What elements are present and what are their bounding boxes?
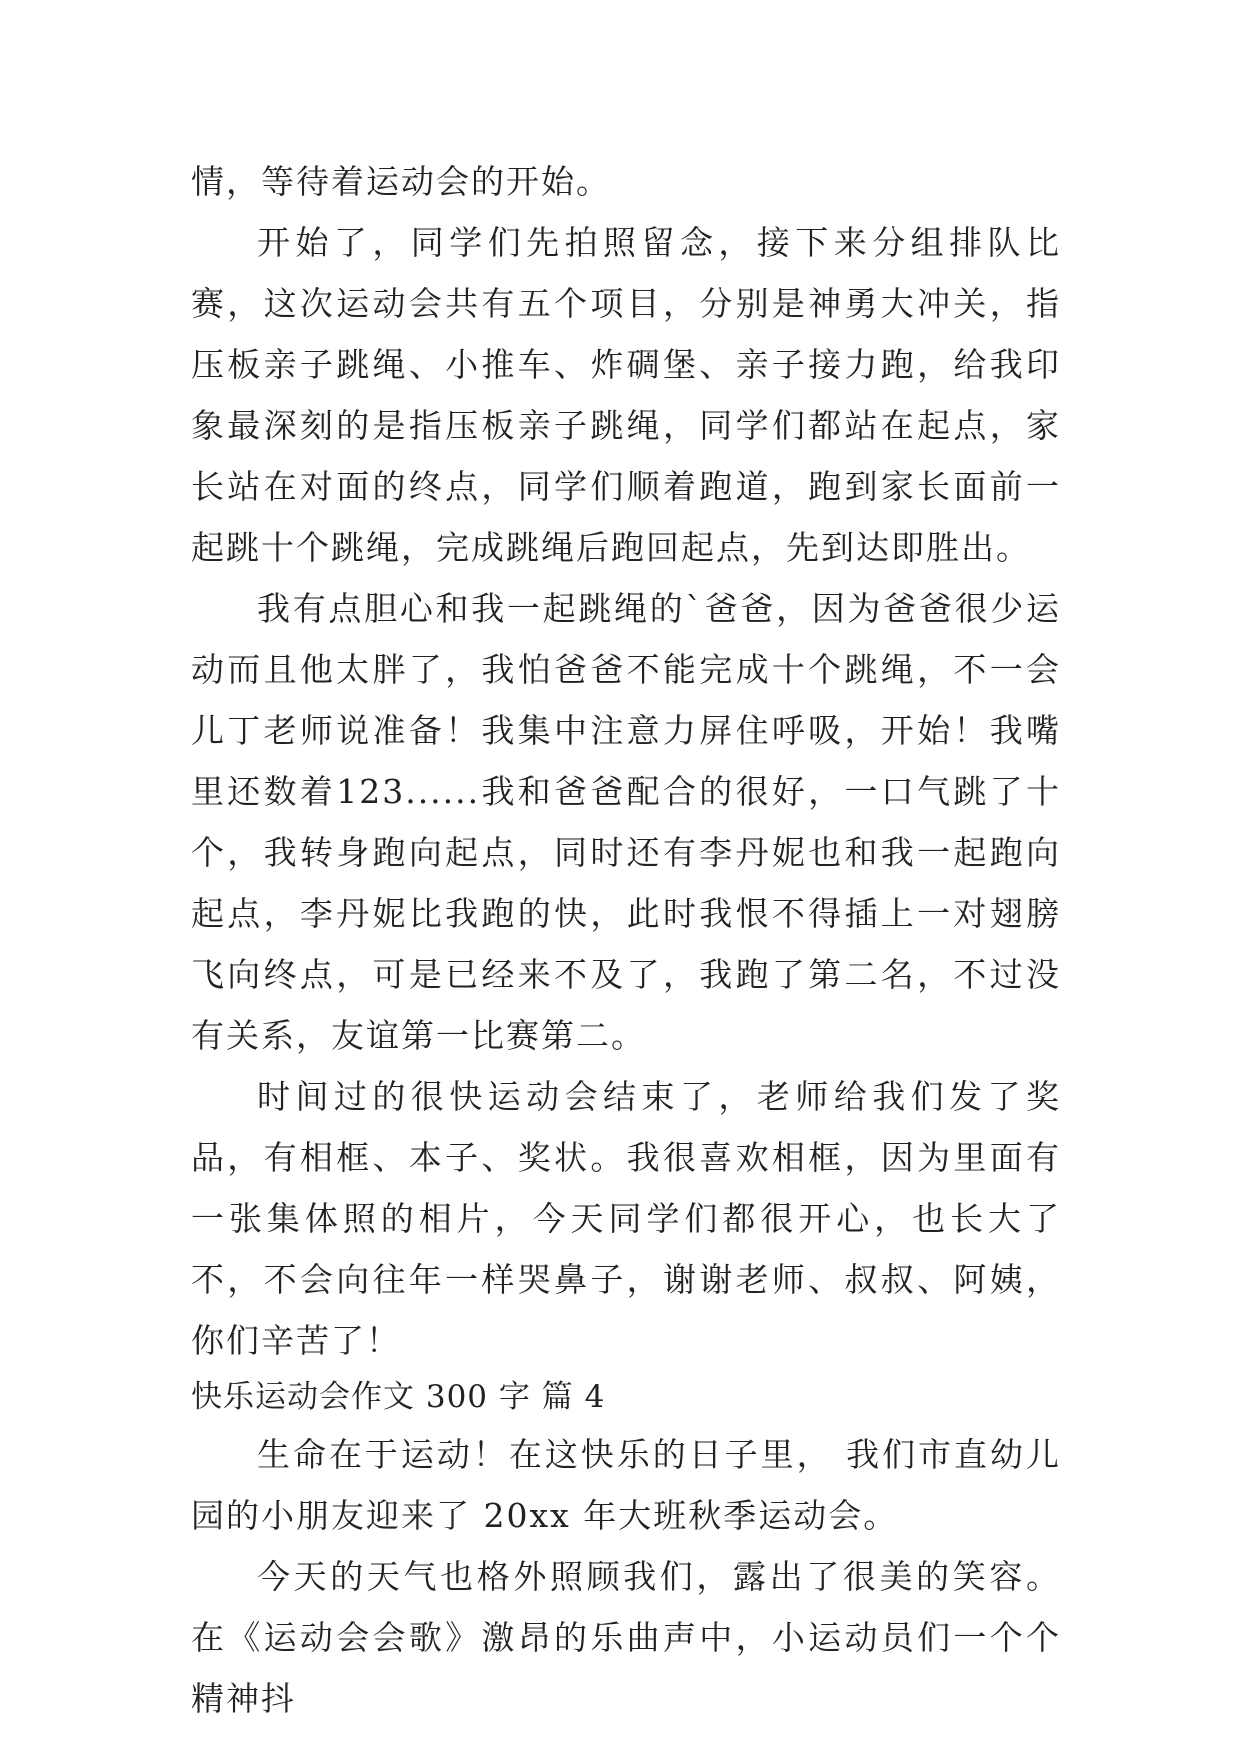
essay-heading: 快乐运动会作文 300 字 篇 4 xyxy=(191,1379,606,1415)
paragraph-event-start: 开始了，同学们先拍照留念，接下来分组排队比赛，这次运动会共有五个项目，分别是神勇大冲关，指压板亲子跳绳、小推车、炸碉堡、亲子接力跑，给我印象最深刻的是指压板亲子跳绳，同学们都站在起点，家长站在对面的终点，同学们顺着跑道，跑到家长面前一起跳十个跳绳，完成跳绳后跑回起点，先到达即胜出。 xyxy=(191,223,1061,567)
paragraph-intro: 生命在于运动！在这快乐的日子里， 我们市直幼儿园的小朋友迎来了 20xx 年大班秋季运动会。 xyxy=(191,1435,1061,1535)
document-body xyxy=(191,151,1061,1729)
paragraph-jump-rope: 我有点胆心和我一起跳绳的`爸爸，因为爸爸很少运动而且他太胖了，我怕爸爸不能完成十个跳绳，不一会儿丁老师说准备！我集中注意力屏住呼吸，开始！我嘴里还数着123......我和爸爸配合的很好，一口气跳了十个，我转身跑向起点，同时还有李丹妮也和我一起跑向起点，李丹妮比我跑的快，此时我恨不得插上一对翅膀飞向终点，可是已经来不及了，我跑了第二名，不过没有关系，友谊第一比赛第二。 xyxy=(191,589,1061,1055)
paragraph-continuation: 情，等待着运动会的开始。 xyxy=(191,162,611,201)
paragraph-ending: 时间过的很快运动会结束了，老师给我们发了奖品，有相框、本子、奖状。我很喜欢相框，因为里面有一张集体照的相片，今天同学们都很开心，也长大了不，不会向往年一样哭鼻子，谢谢老师、叔叔、阿姨，你们辛苦了！ xyxy=(191,1077,1061,1360)
paragraph-weather: 今天的天气也格外照顾我们，露出了很美的笑容。在《运动会会歌》激昂的乐曲声中，小运动员们一个个精神抖 xyxy=(191,1557,1061,1718)
